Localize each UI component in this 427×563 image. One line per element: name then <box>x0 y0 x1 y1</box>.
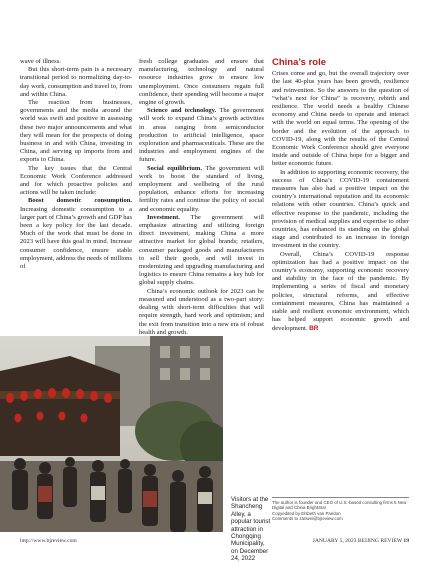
col2-para-social <box>139 165 264 214</box>
col1-para-4 <box>20 197 132 271</box>
photo-caption: Visitors at the Shancheng Alley, a popular tourist attraction in Chongqing Municipality, on December 24, 2022 <box>231 496 271 563</box>
end-mark: BR <box>309 324 319 332</box>
column-3 <box>272 58 409 333</box>
col2-outro: China’s economic outlook for 2023 can be measured and understood as a two-part story: dealing with short-term difficulties that will require strength, hard work and optimism; and the exit from transition into a new era of robust health and growth. <box>139 287 264 336</box>
col3-para-1: In addition to supporting economic recovery, the success of China’s COVID-19 containment measures has also had a positive impact on the country’s international reputation and its economic relations with other countries. China’s quick and effective response to the pandemic, including the provision of medical supplies and expertise to other countries, has enhanced its standing on the global stage and contributed to an increase in foreign investment in the country. <box>272 168 409 250</box>
street-crowd-photo <box>0 336 223 532</box>
author-bio: The author is founder and CEO of U.S.-based consulting firms 5 New Digital and China BrightStar <box>272 500 407 511</box>
bold-text: The government will work to boost the standard of living, employment and wellbeing of the rural population, enhance efforts for increasing fertility rates and continue the policy of social and economic equality. <box>139 164 264 213</box>
bold-text: The government will emphasize attracting and utilizing foreign direct investment, making China a more attractive market for global brands; retailers, consumer packaged goods and manufacturers to sell their goods, and will invest in modernizing and upgrading manufacturing and logistics to ensure China remains a key hub for global supply chains. <box>139 213 264 287</box>
copyeditor-line: Copyedited by Elsbeth van Paridon <box>272 510 341 516</box>
col2-para-investment <box>139 214 264 288</box>
col2-para-science <box>139 107 264 164</box>
bold-lead: Boost domestic consumption. <box>28 197 132 205</box>
bold-text: The government will work to expand China’s growth activities in areas ranging from semiconductor production to artificial intelligence, space exploration and pharmaceuticals. These are the industries and employment engines of the future. <box>139 107 264 164</box>
bold-lead: Investment. <box>147 213 180 221</box>
col2-intro: fresh college graduates and ensure that manufacturing, technology and natural resource industries grow to ensure low unemployment. Once consumers regain full confidence, their spending will become a major engine of growth. <box>139 58 264 107</box>
col1-para-3: The key issues that the Central Economic Work Conference addressed and for which proactive policies and actions will be taken include: <box>20 164 132 197</box>
col1-para-1: But this short-term pain is a necessary transitional period to normalizing day-to-day work, consumption and travel to, from and within China. <box>20 66 133 98</box>
column-2 <box>139 58 264 337</box>
col1-para-2: The reaction from businesses, governments and the media around the world was swift and positive in assessing these two major announcements and what they will mean for the prospects of doing business in and with China, investing in China, and serving up imports from and exports to China. <box>20 99 132 164</box>
col3-para-2-text: Overall, China’s COVID-19 response optimization has had a positive impact on the country’s economy, supporting economic recovery and stability in the face of the pandemic. By implementing a series of fiscal and monetary policies, structural reforms, and effective containment measures, China has maintained a stable and resilient economic environment, which has helped support economic growth and development. <box>272 250 409 332</box>
col3-para-2 <box>272 251 409 333</box>
column-1 <box>20 58 132 271</box>
col1-para-0: wave of illness. <box>20 58 61 65</box>
bold-lead: Social equilibrium. <box>147 164 202 172</box>
footer-issue-text: JANUARY 5, 2023 BEIJING REVIEW <box>312 538 402 544</box>
street-scene-illustration <box>0 336 223 532</box>
comments-line: Comments to zanwei@bjreview.com <box>272 515 343 521</box>
bold-lead: Science and technology. <box>147 107 217 115</box>
author-note <box>272 497 409 521</box>
footer-url: http://www.bjreview.com <box>20 538 77 544</box>
section-heading: China’s role <box>272 57 327 68</box>
col3-para-0: Crises come and go, but the overall trajectory over the last 40-plus years has been growth, resilience and reinvention. So the answers to the question of “what’s next for China” is recovery, rebirth and resilience. The world needs a healthy Chinese economy and China needs to operate and interact with the world on equal terms. The opening of the border and the evolution of the approach to COVID-19, along with the results of the Central Economic Work Conference should give everyone inside and outside of China hope for a bigger and better economic future. <box>272 70 409 168</box>
bold-text: Increasing domestic consumption to a larger part of China’s growth and GDP has been a key policy for the last decade. Much of the work that must be done in 2023 will have this goal in mind. Increase consumer confidence, ensure stable employment, address the needs of millions of <box>20 205 133 271</box>
footer-issue <box>313 538 409 544</box>
page-number: 19 <box>403 538 409 544</box>
